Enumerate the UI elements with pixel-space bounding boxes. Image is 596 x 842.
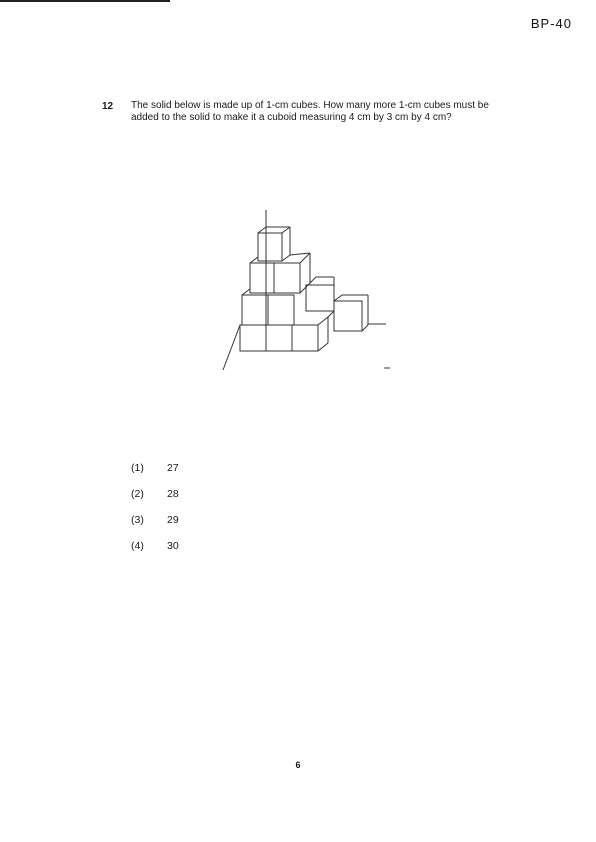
diagonal-axis-line — [223, 325, 240, 370]
option-value: 30 — [167, 540, 179, 552]
top-rule — [0, 0, 170, 2]
option-label: (3) — [131, 514, 144, 526]
question-number: 12 — [102, 101, 114, 112]
paper-code: BP-40 — [530, 16, 572, 31]
option-3[interactable] — [131, 514, 179, 540]
page-number: 6 — [295, 760, 301, 770]
option-label: (4) — [131, 540, 144, 552]
cube-layer-1 — [240, 311, 334, 351]
cube-layer-4 — [258, 227, 290, 261]
option-label: (2) — [131, 488, 144, 500]
cube-stack-diagram — [218, 205, 398, 375]
option-1[interactable] — [131, 462, 179, 488]
cube-layer-3 — [250, 253, 334, 311]
option-value: 29 — [167, 514, 179, 526]
option-value: 28 — [167, 488, 179, 500]
answer-options — [131, 462, 179, 566]
question-text: The solid below is made up of 1-cm cubes. How many more 1-cm cubes must be added to the solid to make it a cuboid measuring 4 cm by 3 cm by 4 cm? — [131, 100, 489, 123]
option-2[interactable] — [131, 488, 179, 514]
option-label: (1) — [131, 462, 144, 474]
option-value: 27 — [167, 462, 179, 474]
option-4[interactable] — [131, 540, 179, 566]
